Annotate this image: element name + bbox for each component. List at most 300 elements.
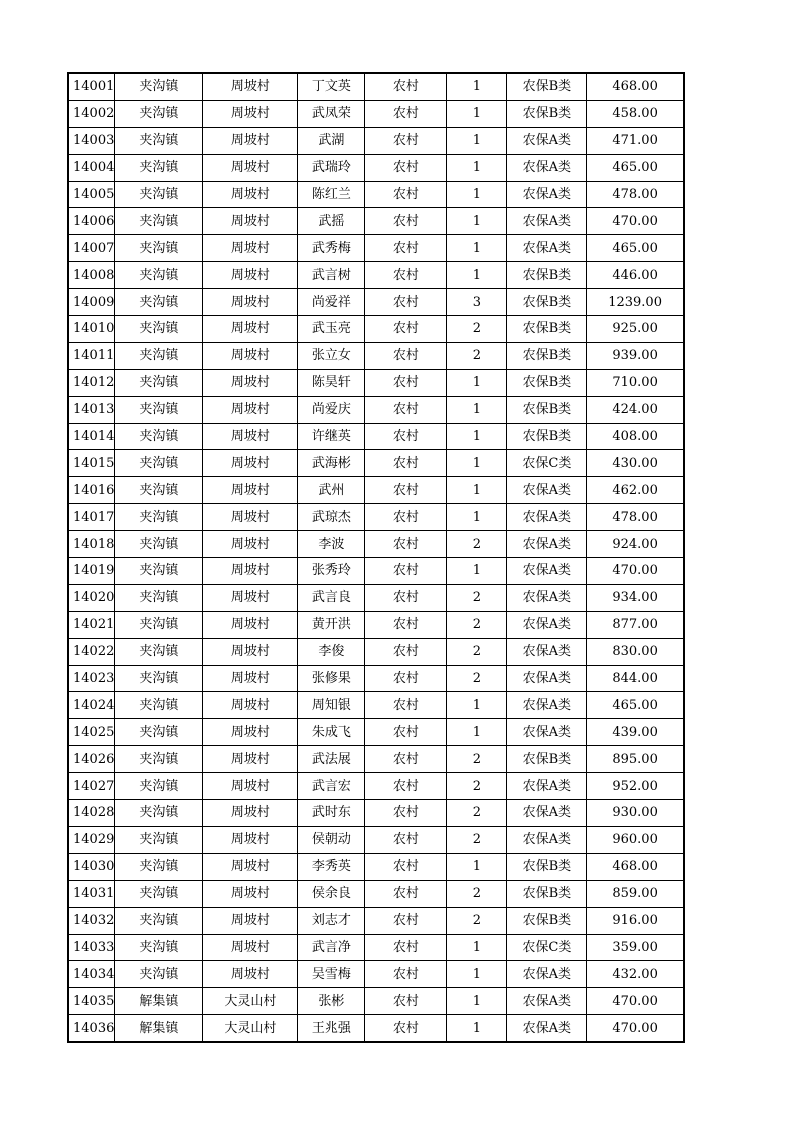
cell-village: 周坡村 — [203, 584, 298, 611]
cell-count: 2 — [447, 665, 507, 692]
cell-category: 农保A类 — [507, 611, 587, 638]
cell-name: 武凤荣 — [298, 100, 365, 127]
cell-amount: 859.00 — [587, 880, 684, 907]
cell-name: 张秀玲 — [298, 558, 365, 585]
cell-id: 14024 — [68, 692, 115, 719]
cell-category: 农保A类 — [507, 961, 587, 988]
cell-id: 14015 — [68, 450, 115, 477]
cell-name: 武言树 — [298, 262, 365, 289]
cell-type: 农村 — [365, 342, 447, 369]
cell-town: 解集镇 — [115, 1015, 203, 1042]
table-row — [68, 558, 684, 585]
cell-type: 农村 — [365, 611, 447, 638]
cell-id: 14018 — [68, 531, 115, 558]
cell-count: 1 — [447, 262, 507, 289]
cell-amount: 470.00 — [587, 208, 684, 235]
cell-category: 农保B类 — [507, 369, 587, 396]
cell-town: 夹沟镇 — [115, 638, 203, 665]
cell-name: 许继英 — [298, 423, 365, 450]
cell-category: 农保B类 — [507, 880, 587, 907]
cell-type: 农村 — [365, 692, 447, 719]
cell-village: 周坡村 — [203, 638, 298, 665]
cell-id: 14016 — [68, 477, 115, 504]
table-row — [68, 961, 684, 988]
table-row — [68, 450, 684, 477]
cell-town: 夹沟镇 — [115, 100, 203, 127]
cell-type: 农村 — [365, 100, 447, 127]
cell-amount: 925.00 — [587, 316, 684, 343]
cell-name: 周知银 — [298, 692, 365, 719]
cell-village: 周坡村 — [203, 773, 298, 800]
cell-village: 周坡村 — [203, 504, 298, 531]
table-row — [68, 988, 684, 1015]
cell-amount: 478.00 — [587, 504, 684, 531]
cell-amount: 432.00 — [587, 961, 684, 988]
cell-id: 14003 — [68, 127, 115, 154]
table-row — [68, 584, 684, 611]
cell-village: 周坡村 — [203, 611, 298, 638]
cell-town: 夹沟镇 — [115, 289, 203, 316]
table-row — [68, 800, 684, 827]
cell-id: 14004 — [68, 154, 115, 181]
cell-category: 农保A类 — [507, 235, 587, 262]
table-row — [68, 504, 684, 531]
table-row — [68, 665, 684, 692]
cell-type: 农村 — [365, 961, 447, 988]
cell-village: 周坡村 — [203, 558, 298, 585]
cell-type: 农村 — [365, 826, 447, 853]
cell-category: 农保B类 — [507, 746, 587, 773]
cell-type: 农村 — [365, 289, 447, 316]
cell-amount: 939.00 — [587, 342, 684, 369]
cell-count: 1 — [447, 558, 507, 585]
table-row — [68, 342, 684, 369]
cell-id: 14031 — [68, 880, 115, 907]
cell-name: 王兆强 — [298, 1015, 365, 1042]
cell-id: 14013 — [68, 396, 115, 423]
cell-name: 武州 — [298, 477, 365, 504]
cell-type: 农村 — [365, 719, 447, 746]
cell-count: 1 — [447, 477, 507, 504]
cell-type: 农村 — [365, 638, 447, 665]
cell-count: 1 — [447, 692, 507, 719]
cell-town: 夹沟镇 — [115, 880, 203, 907]
cell-count: 2 — [447, 611, 507, 638]
table-row — [68, 719, 684, 746]
cell-amount: 458.00 — [587, 100, 684, 127]
table-row — [68, 154, 684, 181]
cell-id: 14029 — [68, 826, 115, 853]
cell-town: 夹沟镇 — [115, 692, 203, 719]
cell-town: 夹沟镇 — [115, 773, 203, 800]
cell-village: 周坡村 — [203, 665, 298, 692]
cell-village: 周坡村 — [203, 719, 298, 746]
cell-name: 张修果 — [298, 665, 365, 692]
cell-count: 1 — [447, 100, 507, 127]
cell-id: 14012 — [68, 369, 115, 396]
cell-town: 夹沟镇 — [115, 208, 203, 235]
cell-id: 14002 — [68, 100, 115, 127]
cell-village: 周坡村 — [203, 961, 298, 988]
cell-type: 农村 — [365, 396, 447, 423]
cell-name: 尚爱庆 — [298, 396, 365, 423]
cell-town: 夹沟镇 — [115, 73, 203, 100]
cell-town: 夹沟镇 — [115, 853, 203, 880]
cell-id: 14008 — [68, 262, 115, 289]
cell-category: 农保A类 — [507, 719, 587, 746]
cell-name: 武时东 — [298, 800, 365, 827]
cell-count: 1 — [447, 450, 507, 477]
cell-count: 3 — [447, 289, 507, 316]
cell-id: 14034 — [68, 961, 115, 988]
table-row — [68, 262, 684, 289]
table-row — [68, 127, 684, 154]
cell-town: 夹沟镇 — [115, 719, 203, 746]
cell-count: 1 — [447, 934, 507, 961]
cell-name: 武摇 — [298, 208, 365, 235]
cell-type: 农村 — [365, 208, 447, 235]
cell-type: 农村 — [365, 181, 447, 208]
cell-category: 农保A类 — [507, 504, 587, 531]
cell-name: 张立女 — [298, 342, 365, 369]
cell-name: 张彬 — [298, 988, 365, 1015]
cell-category: 农保B类 — [507, 289, 587, 316]
cell-category: 农保A类 — [507, 477, 587, 504]
cell-category: 农保B类 — [507, 73, 587, 100]
cell-type: 农村 — [365, 316, 447, 343]
cell-id: 14028 — [68, 800, 115, 827]
cell-amount: 424.00 — [587, 396, 684, 423]
cell-count: 1 — [447, 73, 507, 100]
table-row — [68, 235, 684, 262]
table-row — [68, 692, 684, 719]
cell-town: 夹沟镇 — [115, 826, 203, 853]
cell-category: 农保A类 — [507, 638, 587, 665]
cell-amount: 478.00 — [587, 181, 684, 208]
cell-count: 1 — [447, 181, 507, 208]
cell-village: 周坡村 — [203, 853, 298, 880]
cell-town: 夹沟镇 — [115, 235, 203, 262]
cell-village: 周坡村 — [203, 208, 298, 235]
table-row — [68, 638, 684, 665]
table-row — [68, 907, 684, 934]
cell-category: 农保B类 — [507, 423, 587, 450]
cell-amount: 470.00 — [587, 558, 684, 585]
cell-id: 14011 — [68, 342, 115, 369]
cell-type: 农村 — [365, 262, 447, 289]
cell-name: 武湖 — [298, 127, 365, 154]
cell-count: 2 — [447, 880, 507, 907]
cell-type: 农村 — [365, 73, 447, 100]
cell-town: 夹沟镇 — [115, 665, 203, 692]
cell-id: 14014 — [68, 423, 115, 450]
cell-id: 14030 — [68, 853, 115, 880]
cell-category: 农保A类 — [507, 127, 587, 154]
cell-name: 武言良 — [298, 584, 365, 611]
cell-amount: 408.00 — [587, 423, 684, 450]
data-table — [67, 72, 685, 1043]
cell-count: 1 — [447, 235, 507, 262]
cell-count: 1 — [447, 1015, 507, 1042]
table-row — [68, 289, 684, 316]
cell-town: 夹沟镇 — [115, 800, 203, 827]
cell-count: 1 — [447, 369, 507, 396]
cell-village: 周坡村 — [203, 154, 298, 181]
cell-category: 农保A类 — [507, 800, 587, 827]
cell-village: 周坡村 — [203, 477, 298, 504]
cell-village: 大灵山村 — [203, 1015, 298, 1042]
cell-amount: 465.00 — [587, 235, 684, 262]
cell-amount: 465.00 — [587, 692, 684, 719]
cell-category: 农保A类 — [507, 826, 587, 853]
table-row — [68, 73, 684, 100]
table-row — [68, 826, 684, 853]
cell-type: 农村 — [365, 154, 447, 181]
cell-name: 侯余良 — [298, 880, 365, 907]
cell-amount: 439.00 — [587, 719, 684, 746]
cell-village: 周坡村 — [203, 100, 298, 127]
cell-name: 侯朝动 — [298, 826, 365, 853]
cell-village: 周坡村 — [203, 262, 298, 289]
cell-name: 陈昊轩 — [298, 369, 365, 396]
cell-count: 2 — [447, 773, 507, 800]
cell-id: 14023 — [68, 665, 115, 692]
cell-type: 农村 — [365, 127, 447, 154]
cell-town: 夹沟镇 — [115, 262, 203, 289]
cell-village: 周坡村 — [203, 235, 298, 262]
table-row — [68, 611, 684, 638]
cell-type: 农村 — [365, 504, 447, 531]
cell-name: 李俊 — [298, 638, 365, 665]
cell-amount: 471.00 — [587, 127, 684, 154]
table-row — [68, 396, 684, 423]
cell-type: 农村 — [365, 450, 447, 477]
table-row — [68, 181, 684, 208]
cell-village: 周坡村 — [203, 342, 298, 369]
cell-name: 武法展 — [298, 746, 365, 773]
cell-count: 2 — [447, 800, 507, 827]
cell-category: 农保B类 — [507, 100, 587, 127]
cell-category: 农保B类 — [507, 342, 587, 369]
cell-town: 夹沟镇 — [115, 504, 203, 531]
cell-town: 夹沟镇 — [115, 531, 203, 558]
cell-count: 2 — [447, 584, 507, 611]
cell-category: 农保A类 — [507, 665, 587, 692]
cell-name: 黄开洪 — [298, 611, 365, 638]
cell-id: 14027 — [68, 773, 115, 800]
cell-type: 农村 — [365, 423, 447, 450]
table-row — [68, 880, 684, 907]
cell-name: 武言净 — [298, 934, 365, 961]
table-row — [68, 477, 684, 504]
cell-id: 14010 — [68, 316, 115, 343]
cell-amount: 830.00 — [587, 638, 684, 665]
cell-type: 农村 — [365, 531, 447, 558]
cell-town: 夹沟镇 — [115, 746, 203, 773]
cell-name: 吴雪梅 — [298, 961, 365, 988]
cell-amount: 895.00 — [587, 746, 684, 773]
cell-name: 刘志才 — [298, 907, 365, 934]
cell-count: 2 — [447, 342, 507, 369]
table-row — [68, 423, 684, 450]
cell-name: 武瑞玲 — [298, 154, 365, 181]
cell-id: 14036 — [68, 1015, 115, 1042]
cell-amount: 924.00 — [587, 531, 684, 558]
cell-name: 武玉亮 — [298, 316, 365, 343]
cell-amount: 359.00 — [587, 934, 684, 961]
cell-category: 农保B类 — [507, 853, 587, 880]
table-row — [68, 208, 684, 235]
cell-count: 1 — [447, 504, 507, 531]
cell-name: 丁文英 — [298, 73, 365, 100]
cell-name: 朱成飞 — [298, 719, 365, 746]
cell-category: 农保B类 — [507, 262, 587, 289]
cell-town: 夹沟镇 — [115, 154, 203, 181]
cell-count: 2 — [447, 531, 507, 558]
cell-town: 夹沟镇 — [115, 423, 203, 450]
cell-count: 1 — [447, 988, 507, 1015]
cell-type: 农村 — [365, 235, 447, 262]
cell-village: 大灵山村 — [203, 988, 298, 1015]
cell-town: 夹沟镇 — [115, 477, 203, 504]
cell-type: 农村 — [365, 665, 447, 692]
cell-town: 夹沟镇 — [115, 369, 203, 396]
cell-name: 武言宏 — [298, 773, 365, 800]
cell-town: 解集镇 — [115, 988, 203, 1015]
cell-town: 夹沟镇 — [115, 181, 203, 208]
cell-type: 农村 — [365, 907, 447, 934]
cell-amount: 930.00 — [587, 800, 684, 827]
cell-amount: 430.00 — [587, 450, 684, 477]
cell-village: 周坡村 — [203, 73, 298, 100]
cell-village: 周坡村 — [203, 531, 298, 558]
cell-village: 周坡村 — [203, 127, 298, 154]
cell-amount: 877.00 — [587, 611, 684, 638]
cell-category: 农保A类 — [507, 584, 587, 611]
cell-town: 夹沟镇 — [115, 342, 203, 369]
cell-name: 陈红兰 — [298, 181, 365, 208]
cell-count: 2 — [447, 826, 507, 853]
cell-id: 14025 — [68, 719, 115, 746]
cell-count: 2 — [447, 746, 507, 773]
cell-type: 农村 — [365, 853, 447, 880]
cell-name: 武琼杰 — [298, 504, 365, 531]
cell-amount: 462.00 — [587, 477, 684, 504]
cell-type: 农村 — [365, 800, 447, 827]
cell-village: 周坡村 — [203, 423, 298, 450]
table-row — [68, 100, 684, 127]
cell-amount: 916.00 — [587, 907, 684, 934]
cell-count: 2 — [447, 316, 507, 343]
cell-village: 周坡村 — [203, 880, 298, 907]
cell-village: 周坡村 — [203, 316, 298, 343]
cell-village: 周坡村 — [203, 396, 298, 423]
cell-village: 周坡村 — [203, 181, 298, 208]
table-row — [68, 773, 684, 800]
cell-village: 周坡村 — [203, 800, 298, 827]
cell-type: 农村 — [365, 934, 447, 961]
cell-name: 武海彬 — [298, 450, 365, 477]
cell-count: 1 — [447, 719, 507, 746]
cell-village: 周坡村 — [203, 289, 298, 316]
cell-id: 14035 — [68, 988, 115, 1015]
cell-town: 夹沟镇 — [115, 907, 203, 934]
cell-id: 14019 — [68, 558, 115, 585]
cell-category: 农保C类 — [507, 450, 587, 477]
cell-category: 农保C类 — [507, 934, 587, 961]
cell-category: 农保B类 — [507, 396, 587, 423]
cell-town: 夹沟镇 — [115, 450, 203, 477]
table-row — [68, 531, 684, 558]
cell-type: 农村 — [365, 746, 447, 773]
cell-count: 2 — [447, 907, 507, 934]
cell-name: 武秀梅 — [298, 235, 365, 262]
cell-town: 夹沟镇 — [115, 934, 203, 961]
cell-type: 农村 — [365, 1015, 447, 1042]
cell-village: 周坡村 — [203, 692, 298, 719]
cell-town: 夹沟镇 — [115, 961, 203, 988]
cell-id: 14009 — [68, 289, 115, 316]
cell-id: 14021 — [68, 611, 115, 638]
cell-name: 李秀英 — [298, 853, 365, 880]
cell-id: 14026 — [68, 746, 115, 773]
cell-town: 夹沟镇 — [115, 584, 203, 611]
table-row — [68, 316, 684, 343]
cell-id: 14032 — [68, 907, 115, 934]
cell-category: 农保A类 — [507, 208, 587, 235]
cell-name: 李波 — [298, 531, 365, 558]
cell-amount: 468.00 — [587, 853, 684, 880]
cell-amount: 952.00 — [587, 773, 684, 800]
cell-category: 农保B类 — [507, 316, 587, 343]
cell-village: 周坡村 — [203, 934, 298, 961]
cell-town: 夹沟镇 — [115, 316, 203, 343]
cell-village: 周坡村 — [203, 746, 298, 773]
cell-category: 农保A类 — [507, 692, 587, 719]
cell-town: 夹沟镇 — [115, 396, 203, 423]
cell-category: 农保A类 — [507, 154, 587, 181]
cell-amount: 844.00 — [587, 665, 684, 692]
cell-amount: 446.00 — [587, 262, 684, 289]
cell-amount: 470.00 — [587, 988, 684, 1015]
table-row — [68, 853, 684, 880]
cell-amount: 470.00 — [587, 1015, 684, 1042]
table-row — [68, 369, 684, 396]
cell-category: 农保A类 — [507, 988, 587, 1015]
cell-type: 农村 — [365, 988, 447, 1015]
cell-category: 农保A类 — [507, 1015, 587, 1042]
cell-category: 农保A类 — [507, 181, 587, 208]
cell-amount: 468.00 — [587, 73, 684, 100]
cell-amount: 710.00 — [587, 369, 684, 396]
cell-amount: 960.00 — [587, 826, 684, 853]
cell-id: 14007 — [68, 235, 115, 262]
cell-category: 农保A类 — [507, 531, 587, 558]
cell-category: 农保B类 — [507, 907, 587, 934]
cell-count: 1 — [447, 423, 507, 450]
cell-type: 农村 — [365, 773, 447, 800]
table-row — [68, 1015, 684, 1042]
cell-village: 周坡村 — [203, 826, 298, 853]
table-body — [68, 73, 684, 1042]
cell-village: 周坡村 — [203, 369, 298, 396]
cell-category: 农保A类 — [507, 558, 587, 585]
cell-id: 14001 — [68, 73, 115, 100]
cell-town: 夹沟镇 — [115, 558, 203, 585]
cell-id: 14033 — [68, 934, 115, 961]
cell-count: 1 — [447, 208, 507, 235]
cell-amount: 934.00 — [587, 584, 684, 611]
